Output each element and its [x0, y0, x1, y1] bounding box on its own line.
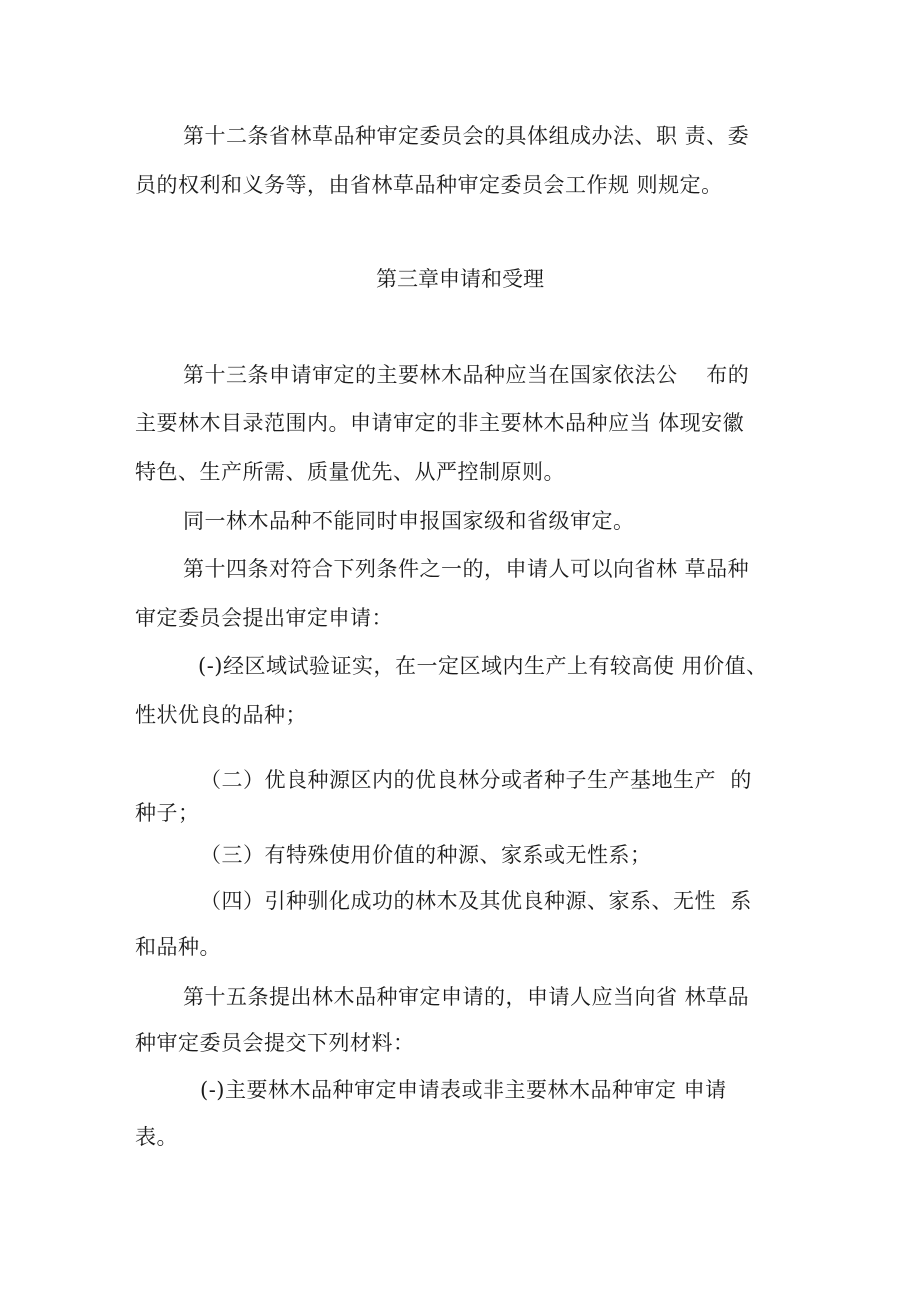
article-14-item-2-line-1: （二）优良种源区内的优良林分或者种子生产基地生产 的 [200, 768, 752, 792]
chapter-heading: 第三章申请和受理 [376, 267, 544, 291]
article-14-item-1-line-1: (-)经区域试验证实，在一定区域内生产上有较高使 用价值、 [198, 654, 768, 678]
article-14-item-1-line-2: 性状优良的品种； [135, 703, 307, 727]
article-15-line-2: 种审定委员会提交下列材料： [135, 1031, 415, 1055]
article-14-item-4-line-1: （四）引种驯化成功的林木及其优良种源、家系、无性 系 [200, 889, 752, 913]
article-13-line-2: 主要林木目录范围内。申请审定的非主要林木品种应当 体现安徽 [135, 411, 745, 435]
article-14-line-1: 第十四条对符合下列条件之一的，申请人可以向省林 草品种 [183, 557, 750, 581]
article-13-line-3: 特色、生产所需、质量优先、从严控制原则。 [135, 460, 565, 484]
article-14-item-4-line-2: 和品种。 [135, 935, 221, 959]
article-14-item-2-line-2: 种子； [135, 801, 200, 825]
article-14-item-3: （三）有特殊使用价值的种源、家系或无性系； [200, 843, 652, 867]
article-14-line-2: 审定委员会提出审定申请： [135, 606, 393, 630]
article-12-line-2: 员的权利和义务等，由省林草品种审定委员会工作规 则规定。 [135, 173, 723, 197]
article-15-line-1: 第十五条提出林木品种审定申请的，申请人应当向省 林草品 [183, 985, 750, 1009]
article-13-line-1: 第十三条申请审定的主要林木品种应当在国家依法公 布的 [183, 363, 750, 387]
article-13-paragraph-2: 同一林木品种不能同时申报国家级和省级审定。 [183, 509, 635, 533]
article-12-line-1: 第十二条省林草品种审定委员会的具体组成办法、职 责、委 [183, 124, 750, 148]
article-15-item-1-line-1: (-)主要林木品种审定申请表或非主要林木品种审定 申请 [200, 1078, 727, 1102]
article-15-item-1-line-2: 表。 [135, 1125, 178, 1149]
